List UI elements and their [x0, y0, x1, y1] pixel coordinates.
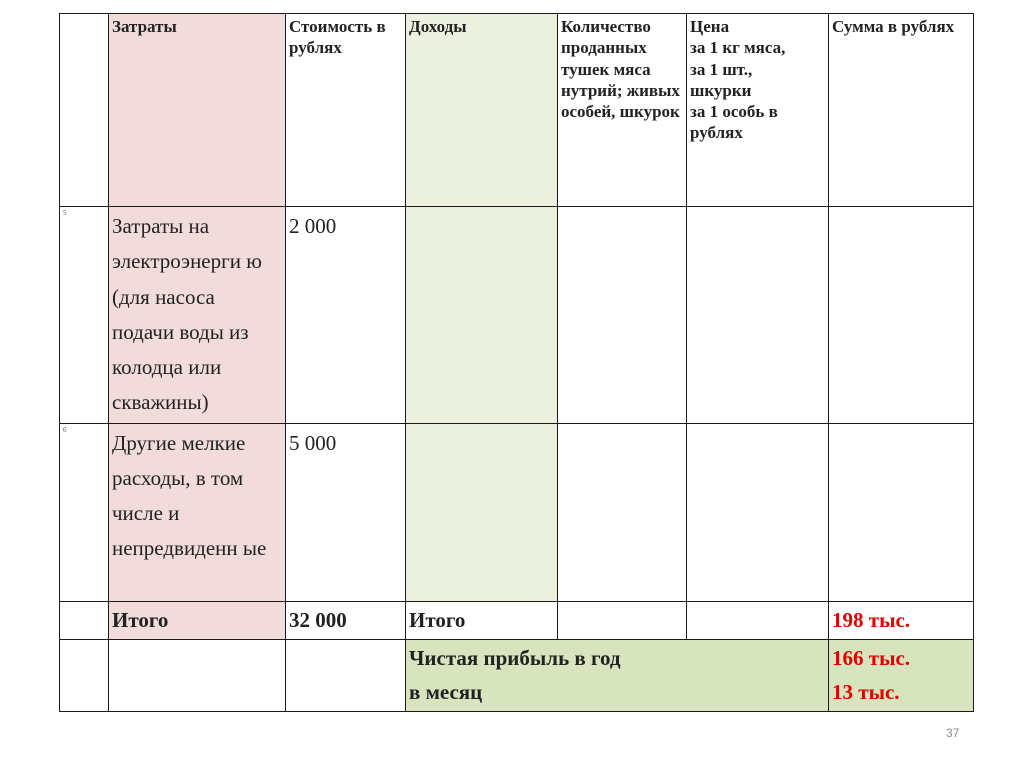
row-number	[60, 640, 109, 712]
budget-table	[59, 13, 974, 712]
total-label: Итого	[109, 601, 286, 640]
header-price-line: Цена	[690, 17, 730, 36]
expense-name: Затраты на электроэнерги ю (для насоса подачи воды из колодца или скважины)	[109, 207, 286, 424]
income-total-label: Итого	[406, 601, 558, 640]
page-number: 37	[946, 726, 960, 740]
empty-cell	[286, 640, 406, 712]
price-cell	[687, 207, 829, 424]
expense-name: Другие мелкие расходы, в том числе и непредвиденн ые	[109, 423, 286, 601]
row-number	[60, 601, 109, 640]
sum-cell	[829, 423, 974, 601]
header-price-line: за 1 шт.,	[690, 59, 753, 79]
expense-cost: 5 000	[286, 423, 406, 601]
profit-row	[60, 640, 974, 712]
price-cell	[687, 423, 829, 601]
total-cost: 32 000	[286, 601, 406, 640]
income-cell	[406, 207, 558, 424]
expense-cost: 2 000	[286, 207, 406, 424]
quantity-cell	[558, 423, 687, 601]
header-price-line: за 1 кг мяса,	[690, 38, 786, 58]
header-income: Доходы	[406, 14, 558, 207]
table-row	[60, 207, 974, 424]
price-cell	[687, 601, 829, 640]
net-profit-month: 13 тыс.	[832, 679, 900, 704]
header-num-cell	[60, 14, 109, 207]
total-row	[60, 601, 974, 640]
net-profit-label	[406, 640, 829, 712]
net-profit-month-label: в месяц	[409, 679, 483, 704]
income-cell	[406, 423, 558, 601]
header-sum-rub: Сумма в рублях	[829, 14, 974, 207]
net-profit-year-label: Чистая прибыль в год	[409, 646, 621, 671]
quantity-cell	[558, 601, 687, 640]
header-quantity-sold: Количество проданных тушек мяса нутрий; живых особей, шкурок	[558, 14, 687, 207]
header-expenses: Затраты	[109, 14, 286, 207]
quantity-cell	[558, 207, 687, 424]
empty-cell	[109, 640, 286, 712]
net-profit-values	[829, 640, 974, 712]
header-price-line: за 1 особь в рублях	[690, 102, 778, 143]
row-number: 5	[60, 207, 109, 424]
header-price	[687, 14, 829, 207]
income-total-sum: 198 тыс.	[829, 601, 974, 640]
row-number: 6	[60, 423, 109, 601]
net-profit-year: 166 тыс.	[832, 646, 911, 671]
sum-cell	[829, 207, 974, 424]
header-price-line: шкурки	[690, 80, 752, 100]
table-row	[60, 423, 974, 601]
header-cost-rub: Стоимость в рублях	[286, 14, 406, 207]
header-row	[60, 14, 974, 207]
